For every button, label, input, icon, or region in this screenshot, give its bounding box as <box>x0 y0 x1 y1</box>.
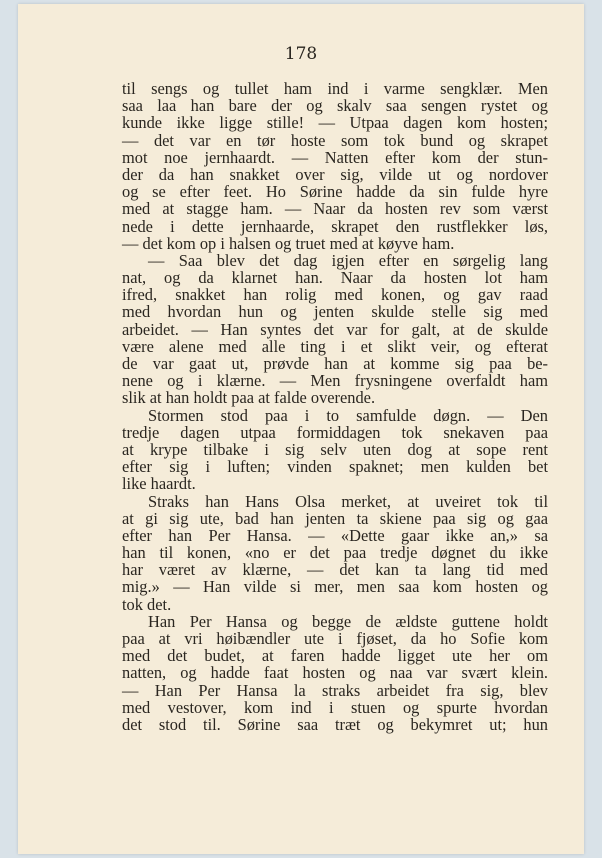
text-line: arbeidet. — Han syntes det var for galt, at de skulde <box>122 319 548 339</box>
text-line: tok det. <box>122 594 172 614</box>
text-line: nat, og da klarnet han. Naar da hosten lot ham <box>122 268 548 288</box>
text-line: paa at vri høibændler ute i fjøset, da ho Sofie kom <box>122 629 548 648</box>
text-line: kunde ikke ligge stille! — Utpaa dagen kom hosten; <box>122 113 548 133</box>
book-page <box>18 4 584 854</box>
text-line: Straks han Hans Olsa merket, at uveiret tok til <box>148 491 548 511</box>
text-line: like haardt. <box>122 474 196 494</box>
text-line: slik at han holdt paa at falde overende. <box>122 388 376 408</box>
text-line: — det kom op i halsen og truet med at køyve ham. <box>122 233 455 253</box>
text-line: at krype tilbake i sig selv uten dog at sope rent <box>122 439 548 459</box>
text-line: til sengs og tullet ham ind i varme sengklær. Men <box>122 79 548 98</box>
text-line: efter sig i luften; vinden spaknet; men kulden bet <box>122 457 548 477</box>
text-line: — Saa blev det dag igjen efter en sørgelig lang <box>148 250 548 270</box>
text-line: — det var en tør hoste som tok bund og skrapet <box>122 130 548 150</box>
text-line: med det budet, at faren hadde ligget ute her om <box>122 646 548 666</box>
text-line: Han Per Hansa og begge de ældste guttene holdt <box>148 611 548 631</box>
text-line: han til konen, «no er det paa tredje døgnet du ikke <box>122 543 548 563</box>
text-line: med vestover, kom ind i stuen og spurte hvordan <box>122 697 548 717</box>
text-line: efter han Per Hansa. — «Dette gaar ikke an,» sa <box>122 525 548 545</box>
text-line: ifred, snakket han rolig med konen, og gav raad <box>122 285 548 305</box>
text-line: nede i dette jernhaarde, skrapet den rustflekker løs, <box>122 216 548 236</box>
text-line: det stod til. Sørine saa træt og bekymret ut; hun <box>122 714 548 734</box>
text-line: tredje dagen utpaa formiddagen tok snekaven paa <box>122 422 548 442</box>
text-line: saa laa han bare der og skalv saa sengen rystet og <box>122 96 548 116</box>
text-line: har været av klærne, — det kan ta lang tid med <box>122 560 548 580</box>
text-line: og se efter feet. Ho Sørine hadde da sin fulde hyre <box>122 182 548 202</box>
text-line: nene og i klærne. — Men frysningene overfaldt ham <box>122 371 548 391</box>
text-line: med hvordan hun og jenten skulde stelle sig med <box>122 302 548 322</box>
page-number: 178 <box>284 44 318 64</box>
text-line: at gi sig ute, bad han jenten ta skiene paa sig og gaa <box>122 508 548 528</box>
text-line: mig.» — Han vilde si mer, men saa kom hosten og <box>122 577 548 597</box>
body-text <box>122 80 548 733</box>
text-line: natten, og hadde faat hosten og naa var svært klein. <box>122 663 548 683</box>
text-line: Stormen stod paa i to samfulde døgn. — Den <box>148 405 548 425</box>
text-line: der da han snakket over sig, vilde ut og nordover <box>122 164 548 184</box>
text-line: være alene med alle ting i et slikt veir, og efterat <box>122 336 548 356</box>
text-line: de var gaat ut, prøvde han at komme sig paa be- <box>122 354 548 373</box>
text-line: mot noe jernhaardt. — Natten efter kom der stun- <box>122 147 548 167</box>
text-line: — Han Per Hansa la straks arbeidet fra sig, blev <box>122 680 548 700</box>
text-line: med at stagge ham. — Naar da hosten rev som værst <box>122 199 548 219</box>
